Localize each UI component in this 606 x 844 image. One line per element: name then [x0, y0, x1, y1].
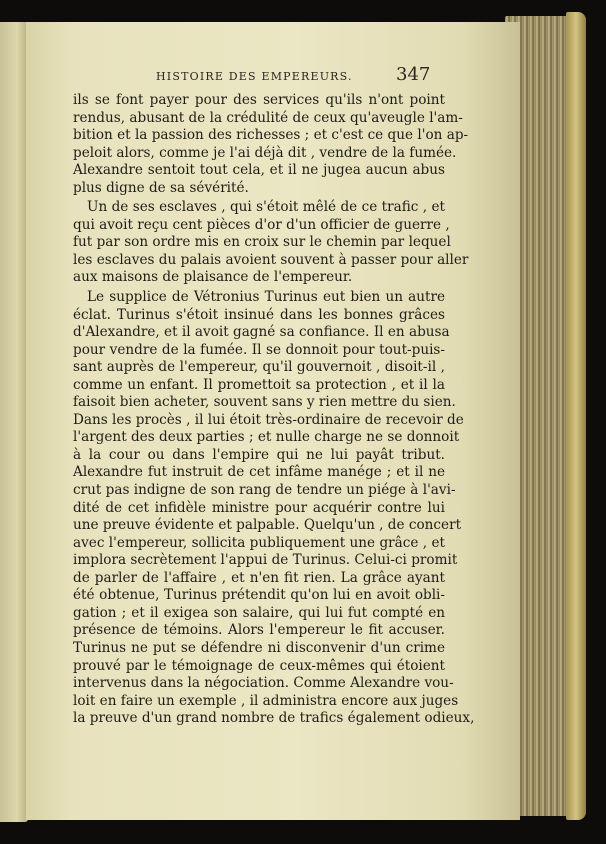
text-line: faisoit bien acheter, souvent sans y rien mettre du sien. — [73, 394, 456, 411]
text-line: Turinus ne put se défendre ni disconvenir d'un crime — [73, 639, 445, 656]
text-line: Dans les procès , il lui étoit très-ordinaire de recevoir de — [73, 411, 464, 428]
text-line: de parler de l'affaire , et n'en fit rien. La grâce ayant — [73, 569, 445, 586]
text-line: présence de témoins. Alors l'empereur le fit accuser. — [73, 622, 445, 639]
book-page — [26, 22, 520, 820]
text-line: dité de cet infidèle ministre pour acquérir contre lui — [73, 499, 445, 516]
running-title: HISTOIRE DES EMPEREURS. — [156, 70, 353, 83]
page-number: 347 — [396, 64, 431, 85]
page-header — [26, 64, 520, 92]
text-line: la preuve d'un grand nombre de trafics également odieux, — [73, 710, 475, 727]
text-line: qui avoit reçu cent pièces d'or d'un officier de guerre , — [73, 216, 450, 233]
text-line: avec l'empereur, sollicita publiquement une grâce , et — [73, 534, 445, 551]
text-line: Le supplice de Vétronius Turinus eut bien un autre — [87, 289, 445, 306]
text-line: Un de ses esclaves , qui s'étoit mêlé de ce trafic , et — [87, 199, 445, 216]
text-line: les esclaves du palais avoient souvent à passer pour aller — [73, 251, 469, 268]
text-line: crut pas indigne de son rang de tendre un piége à l'avi- — [73, 482, 456, 499]
text-line: peloit alors, comme je l'ai déjà dit , vendre de la fumée. — [73, 144, 457, 161]
text-line: plus digne de sa sévérité. — [73, 179, 249, 196]
left-page-edge — [0, 22, 28, 822]
text-line: à la cour ou dans l'empire qui ne lui payât tribut. — [73, 446, 445, 463]
text-line: une preuve évidente et palpable. Quelqu'un , de concert — [73, 517, 462, 534]
text-line: gation ; et il exigea son salaire, qui lui fut compté en — [73, 604, 445, 621]
text-line: pour vendre de la fumée. Il se donnoit pour tout-puis- — [73, 341, 445, 358]
text-line: l'argent des deux parties ; et nulle charge ne se donnoit — [73, 429, 460, 446]
book-cover-edge — [566, 12, 586, 820]
text-line: d'Alexandre, et il avoit gagné sa confiance. Il en abusa — [73, 324, 450, 341]
text-line: loit en faire un exemple , il administra encore aux juges — [73, 692, 459, 709]
text-line: bition et la passion des richesses ; et c'est ce que l'on ap- — [73, 127, 469, 144]
text-line: été obtenue, Turinus prétendit qu'on lui en avoit obli- — [73, 587, 445, 604]
text-line: Alexandre fut instruit de cet infâme manége ; et il ne — [73, 464, 445, 481]
text-line: éclat. Turinus s'étoit insinué dans les bonnes grâces — [73, 306, 445, 323]
body-text — [73, 92, 475, 728]
text-line: rendus, abusant de la crédulité de ceux qu'aveugle l'am- — [73, 109, 463, 126]
text-line: prouvé par le témoignage de ceux-mêmes qui étoient — [73, 657, 445, 674]
text-line: intervenus dans la négociation. Comme Alexandre vou- — [73, 675, 454, 692]
text-line: fut par son ordre mis en croix sur le chemin par lequel — [73, 234, 451, 251]
text-line: Alexandre sentoit tout cela, et il ne jugea aucun abus — [73, 162, 445, 179]
text-line: ils se font payer pour des services qu'ils n'ont point — [73, 92, 445, 108]
text-line: aux maisons de plaisance de l'empereur. — [73, 269, 353, 286]
text-line: implora secrètement l'appui de Turinus. Celui-ci promit — [73, 552, 458, 569]
text-line: comme un enfant. Il promettoit sa protection , et il la — [73, 376, 445, 393]
text-line: sant auprès de l'empereur, qu'il gouvernoit , disoit-il , — [73, 359, 445, 376]
